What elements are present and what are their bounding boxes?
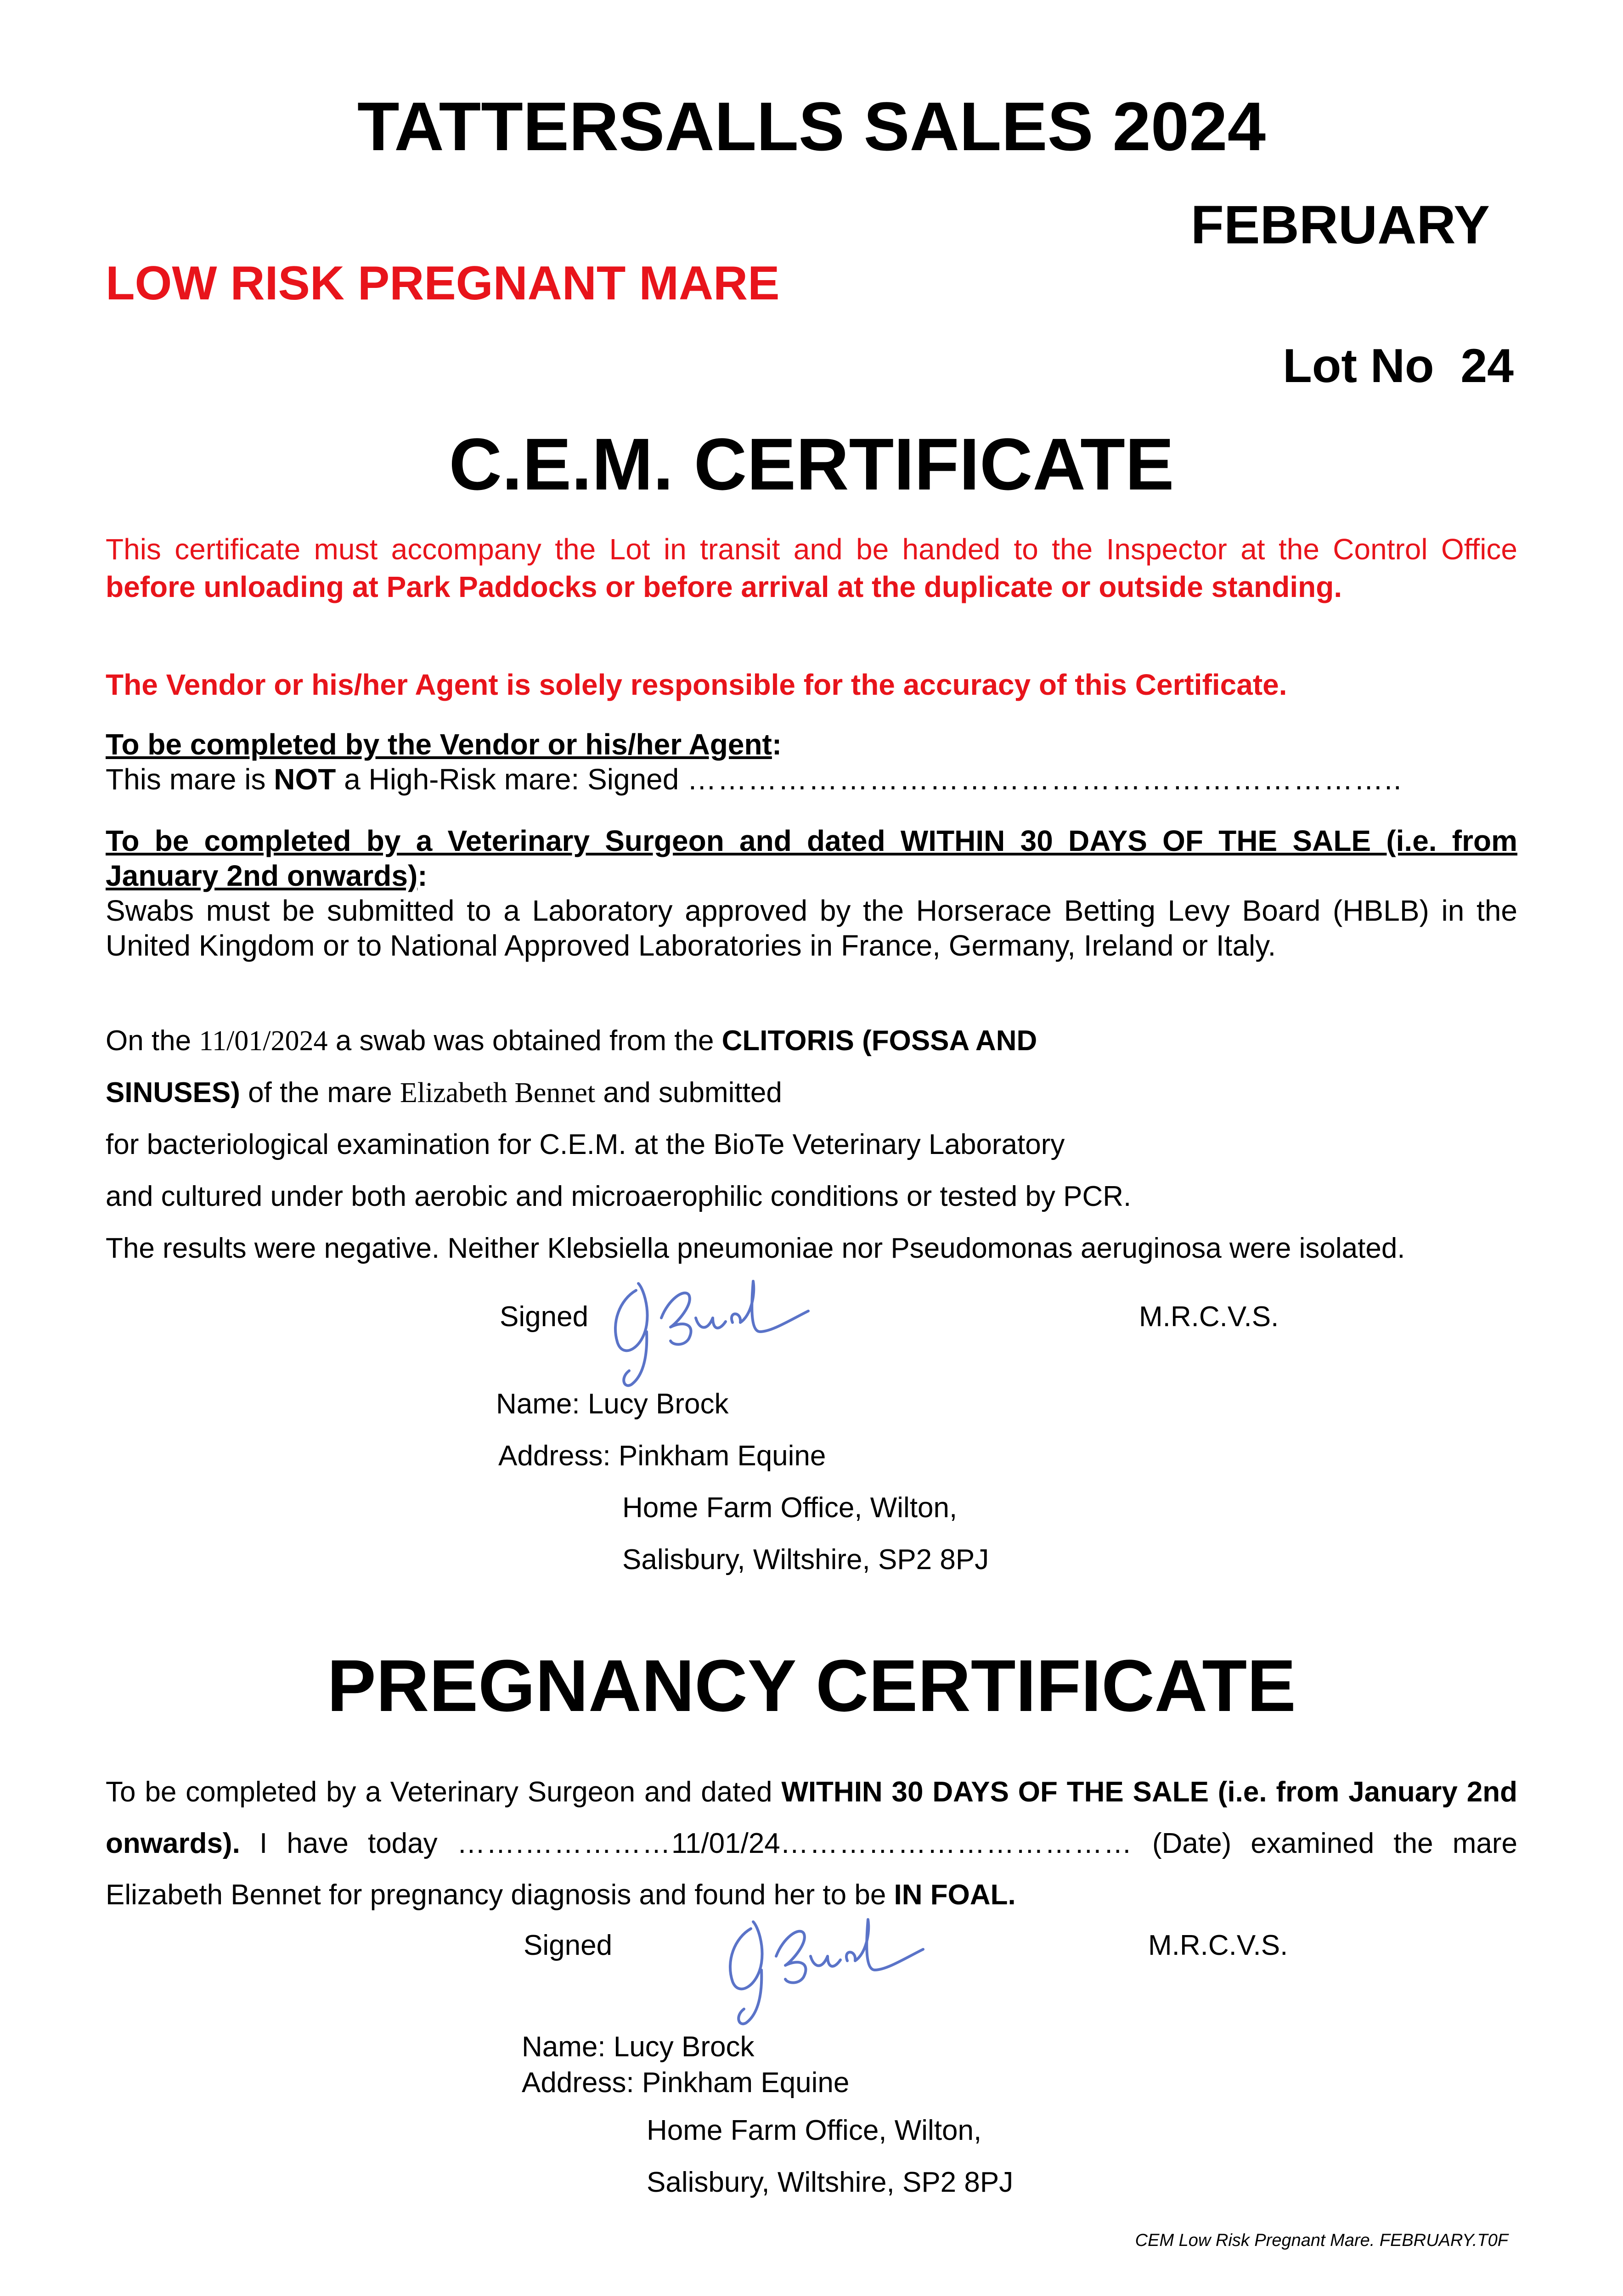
and-submitted-text: and submitted <box>595 1077 782 1109</box>
cem-certificate-title: C.E.M. CERTIFICATE <box>449 423 1174 505</box>
pregnancy-signed-label: Signed <box>524 1930 613 1961</box>
have-today-text: I have today <box>240 1828 457 1859</box>
diagnosis-text: for pregnancy diagnosis and found her to be <box>321 1879 894 1911</box>
footer-file-name: CEM Low Risk Pregnant Mare. FEBRUARY.T0F <box>1135 2231 1508 2250</box>
cem-signature-image <box>592 1267 813 1391</box>
swab-instructions: Swabs must be submitted to a Laboratory approved by the Horserace Betting Levy Board (HBLB) in the United Kingdom or to National Approved Laboratories in France, Germany, Ireland or Italy. <box>106 894 1517 962</box>
pregnancy-mare-name: Elizabeth Bennet <box>106 1879 321 1911</box>
pregnancy-mrcvs: M.R.C.V.S. <box>1148 1930 1288 1961</box>
pregnancy-vet-address: Address: Pinkham Equine <box>522 2067 850 2099</box>
pregnancy-vet-name: Name: Lucy Brock <box>522 2031 755 2063</box>
swab-date: 11/01/2024 <box>199 1025 328 1057</box>
swab-obtained-text: a swab was obtained from the <box>327 1025 722 1057</box>
swab-line-4: and cultured under both aerobic and microaerophilic conditions or tested by PCR. <box>106 1181 1132 1212</box>
vendor-heading: To be completed by the Vendor or his/her Agent <box>106 728 772 761</box>
vet-heading-colon: : <box>417 859 428 892</box>
date-dots-before: …….…………… <box>456 1828 672 1859</box>
sale-month: FEBRUARY <box>1190 195 1490 255</box>
pregnancy-signature-image <box>707 1906 928 2030</box>
transit-notice <box>106 530 1517 606</box>
swab-line-2 <box>106 1075 782 1111</box>
pregnancy-intro: To be completed by a Veterinary Surgeon and dated <box>106 1776 782 1808</box>
cem-signed-label: Signed <box>500 1301 589 1333</box>
pregnancy-vet-address-3: Salisbury, Wiltshire, SP2 8PJ <box>647 2167 1014 2198</box>
vet-heading: To be completed by a Veterinary Surgeon and dated WITHIN 30 DAYS OF THE SALE (i.e. from January 2nd onwards) <box>106 824 1517 892</box>
risk-category: LOW RISK PREGNANT MARE <box>106 257 780 310</box>
pregnancy-certificate-title: PREGNANCY CERTIFICATE <box>327 1644 1296 1727</box>
swab-site-1: CLITORIS (FOSSA AND <box>721 1025 1037 1057</box>
lot-value: 24 <box>1460 339 1514 393</box>
vendor-line-end: a High-Risk mare: Signed <box>336 763 688 796</box>
cem-mare-name: Elizabeth Bennet <box>400 1077 596 1109</box>
cem-vet-address-3: Salisbury, Wiltshire, SP2 8PJ <box>622 1544 989 1576</box>
pregnancy-intro-bold: WITHIN 30 DAYS OF THE SALE (i.e. from January 2nd onwards). <box>106 1776 1517 1859</box>
of-the-mare-text: of the mare <box>240 1077 400 1109</box>
vendor-not: NOT <box>274 763 336 796</box>
pregnancy-statement <box>106 1767 1517 1921</box>
responsibility-notice: The Vendor or his/her Agent is solely responsible for the accuracy of this Certificate. <box>106 668 1287 701</box>
examined-text: examined the mare <box>1231 1828 1517 1859</box>
pregnancy-result: IN FOAL. <box>894 1879 1016 1911</box>
swab-results: The results were negative. Neither Klebsiella pneumoniae nor Pseudomonas aeruginosa were isolated. <box>106 1232 1405 1264</box>
vendor-line-start: This mare is <box>106 763 274 796</box>
transit-notice-bold: before unloading at Park Paddocks or before arrival at the duplicate or outside standing. <box>106 570 1342 603</box>
exam-date: 11/01/24 <box>671 1828 780 1859</box>
pregnancy-vet-address-2: Home Farm Office, Wilton, <box>647 2115 982 2146</box>
vendor-section <box>106 727 1517 797</box>
vendor-heading-colon: : <box>772 728 782 761</box>
lot-label: Lot No <box>1283 339 1434 393</box>
vet-section <box>106 823 1517 963</box>
transit-notice-text: This certificate must accompany the Lot in transit and be handed to the Inspector at the Control Office <box>106 533 1517 566</box>
swab-line-1 <box>106 1023 1037 1059</box>
cem-mrcvs: M.R.C.V.S. <box>1139 1301 1279 1333</box>
swab-site-2: SINUSES) <box>106 1077 240 1109</box>
date-label: (Date) <box>1133 1828 1232 1859</box>
on-the-label: On the <box>106 1025 199 1057</box>
cem-vet-address-2: Home Farm Office, Wilton, <box>622 1492 958 1524</box>
date-dots-after: ……………………………… <box>780 1828 1133 1859</box>
page-title: TATTERSALLS SALES 2024 <box>357 88 1266 165</box>
swab-line-3: for bacteriological examination for C.E.M. at the BioTe Veterinary Laboratory <box>106 1129 1065 1160</box>
lot-number <box>1283 338 1514 395</box>
cem-vet-name: Name: Lucy Brock <box>496 1388 729 1420</box>
vendor-signature-line: …………………………………………………………….. <box>687 763 1403 796</box>
cem-vet-address: Address: Pinkham Equine <box>498 1440 826 1472</box>
